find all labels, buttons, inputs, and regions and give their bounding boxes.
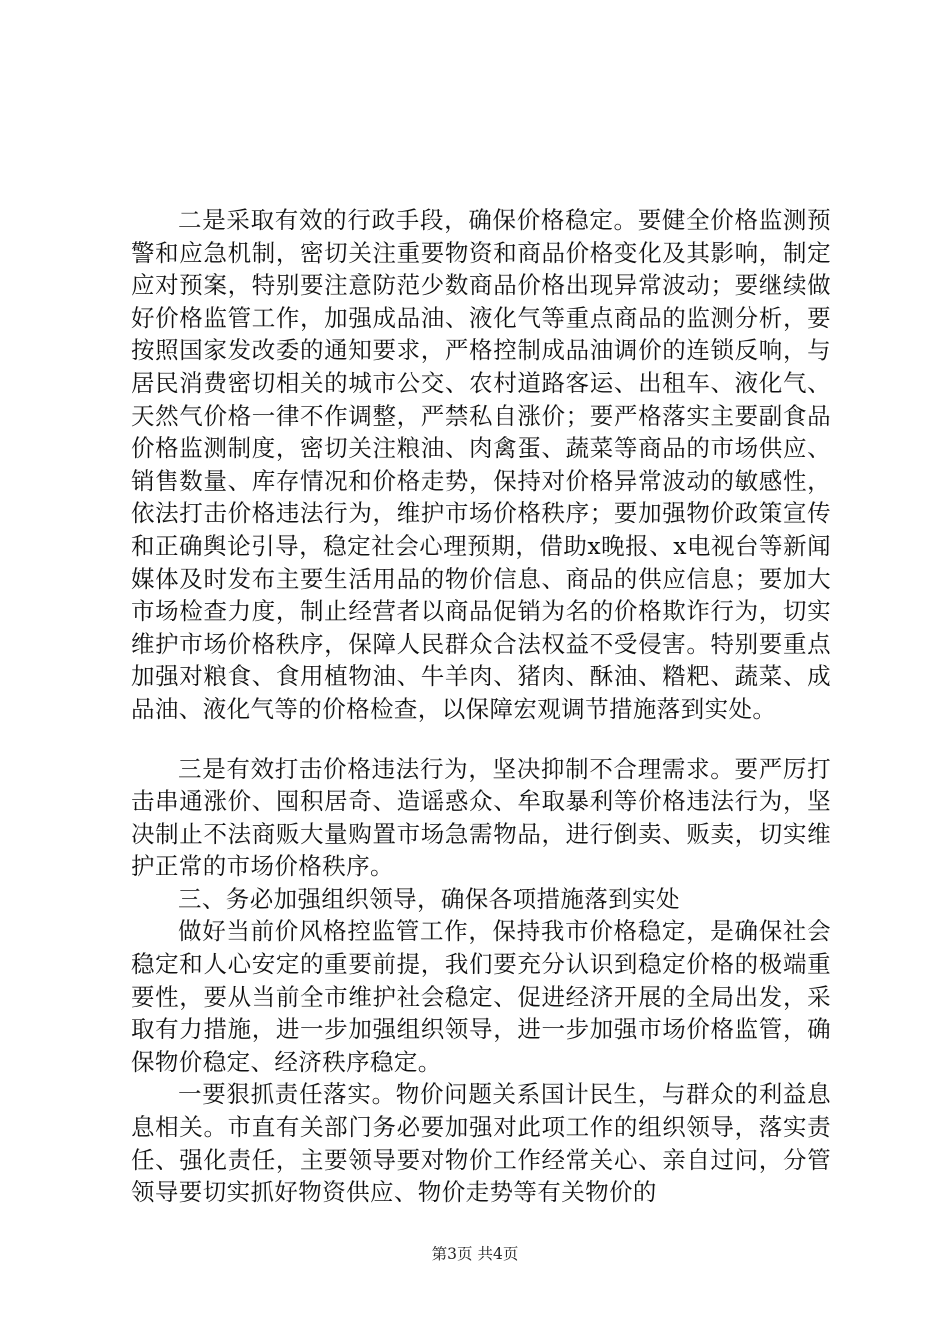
paragraph-crack-down-violations: 三是有效打击价格违法行为，坚决抑制不合理需求。要严厉打击串通涨价、囤积居奇、造谣惑众、牟取暴利等价格违法行为，坚决制止不法商贩大量购置市场急需物品，进行倒卖、贩卖，切实维护正常的市场价格秩序。 xyxy=(131,754,831,881)
section-heading-organization: 三、务必加强组织领导，确保各项措施落到实处 xyxy=(178,884,680,913)
page-number-footer: 第3页 共4页 xyxy=(431,1245,519,1263)
paragraph-responsibility: 一要狠抓责任落实。物价问题关系国计民生，与群众的利益息息相关。市直有关部门务必要加强对此项工作的组织领导，落实责任、强化责任，主要领导要对物价工作经常关心、亲自过问，分管领导要切实抓好物资供应、物价走势等有关物价的 xyxy=(131,1080,831,1207)
document-body xyxy=(131,204,831,1209)
paragraph-price-stability: 做好当前价风格控监管工作，保持我市价格稳定，是确保社会稳定和人心安定的重要前提，我们要充分认识到稳定价格的极端重要性，要从当前全市维护社会稳定、促进经济开展的全局出发，采取有力措施，进一步加强组织领导，进一步加强市场价格监管，确保物价稳定、经济秩序稳定。 xyxy=(131,917,831,1076)
paragraph-administrative-measures: 二是采取有效的行政手段，确保价格稳定。要健全价格监测预警和应急机制，密切关注重要物资和商品价格变化及其影响，制定应对预案，特别要注意防范少数商品价格出现异常波动；要继续做好价格监管工作，加强成品油、液化气等重点商品的监测分析，要按照国家发改委的通知要求，严格控制成品油调价的连锁反响，与居民消费密切相关的城市公交、农村道路客运、出租车、液化气、天然气价格一律不作调整，严禁私自涨价；要严格落实主要副食品价格监测制度，密切关注粮油、肉禽蛋、蔬菜等商品的市场供应、销售数量、库存情况和价格走势，保持对价格异常波动的敏感性，依法打击价格违法行为，维护市场价格秩序；要加强物价政策宣传和正确舆论引导，稳定社会心理预期，借助x晚报、x电视台等新闻媒体及时发布主要生活用品的物价信息、商品的供应信息；要加大市场检查力度，制止经营者以商品促销为名的价格欺诈行为，切实维护市场价格秩序，保障人民群众合法权益不受侵害。特别要重点加强对粮食、食用植物油、牛羊肉、猪肉、酥油、糌粑、蔬菜、成品油、液化气等的价格检查，以保障宏观调节措施落到实处。 xyxy=(131,206,831,723)
